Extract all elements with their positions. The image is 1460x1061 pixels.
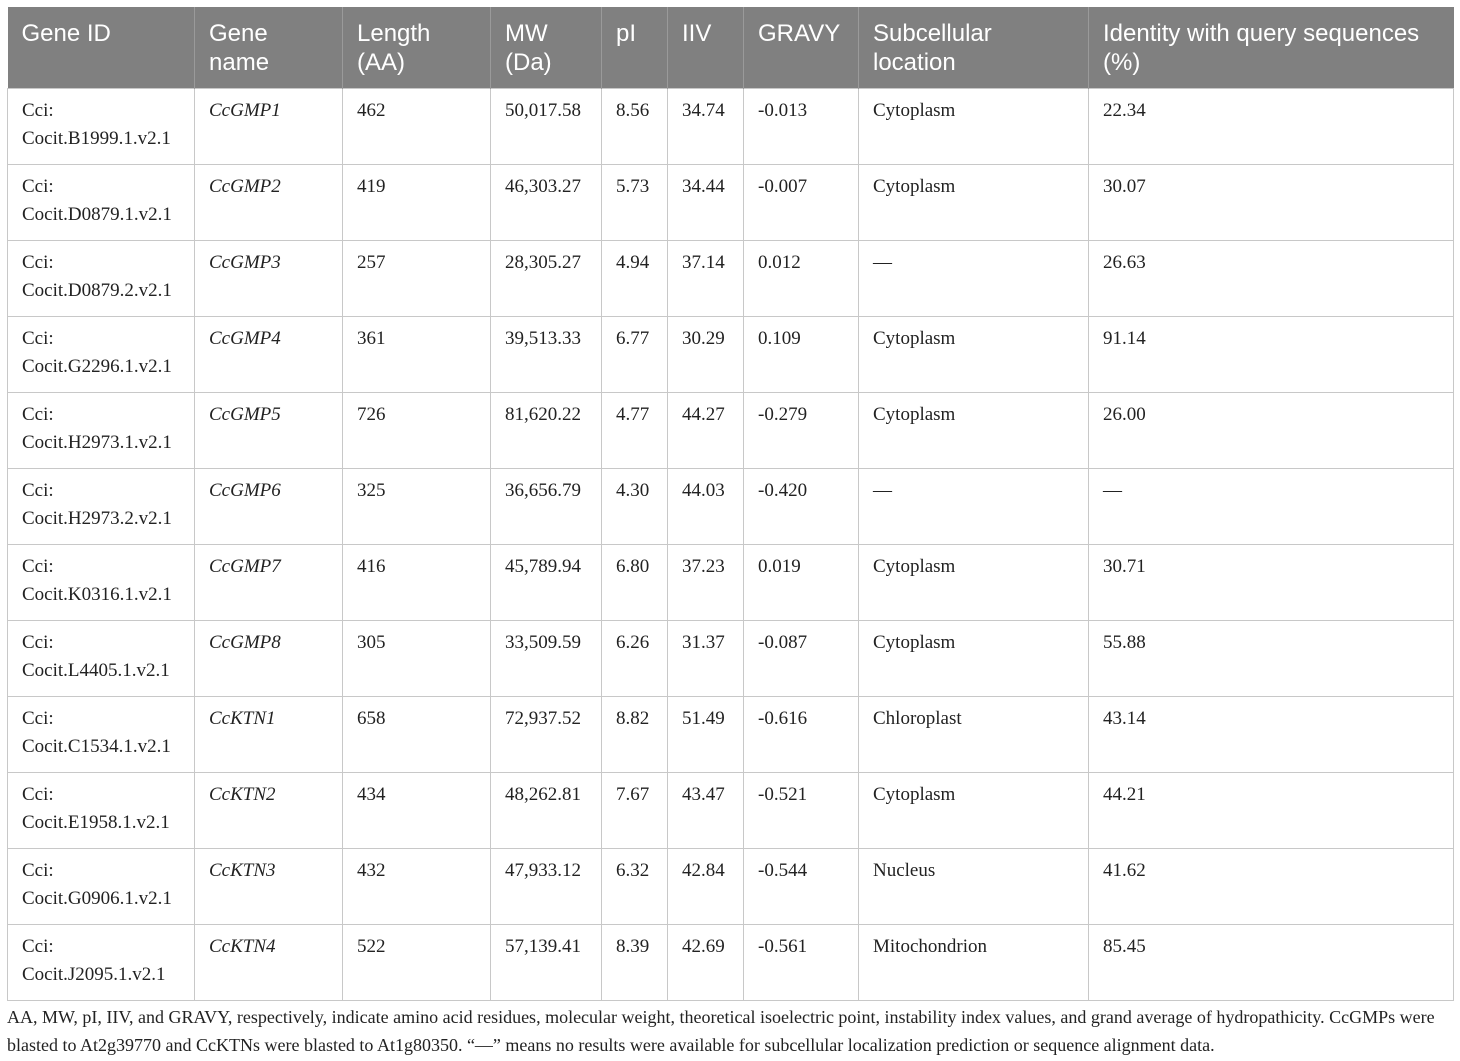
table-cell: Cytoplasm <box>859 165 1089 241</box>
table-cell: -0.007 <box>744 165 859 241</box>
table-cell: -0.420 <box>744 469 859 545</box>
table-cell: 48,262.81 <box>491 773 602 849</box>
table-cell: 34.44 <box>668 165 744 241</box>
table-cell: 726 <box>343 393 491 469</box>
table-cell: Cytoplasm <box>859 89 1089 165</box>
table-cell: 6.80 <box>602 545 668 621</box>
gene-name-cell: CcGMP5 <box>195 393 343 469</box>
table-cell: 8.82 <box>602 697 668 773</box>
gene-name-cell: CcGMP8 <box>195 621 343 697</box>
gene-name-cell: CcKTN2 <box>195 773 343 849</box>
table-cell: 6.77 <box>602 317 668 393</box>
table-cell: 30.07 <box>1089 165 1454 241</box>
table-cell: Cci: Cocit.C1534.1.v2.1 <box>8 697 195 773</box>
table-row <box>8 545 1454 621</box>
table-row <box>8 317 1454 393</box>
table-cell: Mitochondrion <box>859 925 1089 1001</box>
gene-name-cell: CcGMP4 <box>195 317 343 393</box>
table-cell: 44.27 <box>668 393 744 469</box>
table-cell: 22.34 <box>1089 89 1454 165</box>
table-body <box>8 89 1454 1001</box>
table-cell: 658 <box>343 697 491 773</box>
table-cell: Cci: Cocit.K0316.1.v2.1 <box>8 545 195 621</box>
table-cell: 50,017.58 <box>491 89 602 165</box>
table-cell: Cci: Cocit.L4405.1.v2.1 <box>8 621 195 697</box>
table-cell: 432 <box>343 849 491 925</box>
table-cell: 91.14 <box>1089 317 1454 393</box>
gene-properties-table <box>7 7 1454 1001</box>
table-cell: 44.03 <box>668 469 744 545</box>
table-cell: 47,933.12 <box>491 849 602 925</box>
column-header: Length (AA) <box>343 7 491 89</box>
table-cell: 55.88 <box>1089 621 1454 697</box>
table-cell: 257 <box>343 241 491 317</box>
table-cell: 34.74 <box>668 89 744 165</box>
column-header: GRAVY <box>744 7 859 89</box>
table-cell: 5.73 <box>602 165 668 241</box>
table-cell: Cytoplasm <box>859 317 1089 393</box>
table-cell: — <box>859 241 1089 317</box>
table-cell: -0.087 <box>744 621 859 697</box>
table-cell: 85.45 <box>1089 925 1454 1001</box>
table-cell: Cci: Cocit.E1958.1.v2.1 <box>8 773 195 849</box>
table-cell: — <box>1089 469 1454 545</box>
table-cell: 81,620.22 <box>491 393 602 469</box>
table-cell: Cytoplasm <box>859 621 1089 697</box>
table-cell: 31.37 <box>668 621 744 697</box>
table-cell: 42.69 <box>668 925 744 1001</box>
gene-name-cell: CcGMP7 <box>195 545 343 621</box>
column-header: Gene name <box>195 7 343 89</box>
gene-name-cell: CcKTN1 <box>195 697 343 773</box>
table-cell: -0.616 <box>744 697 859 773</box>
gene-name-cell: CcKTN3 <box>195 849 343 925</box>
table-cell: 39,513.33 <box>491 317 602 393</box>
table-cell: Cci: Cocit.G0906.1.v2.1 <box>8 849 195 925</box>
table-row <box>8 241 1454 317</box>
gene-name-cell: CcGMP1 <box>195 89 343 165</box>
table-cell: Cci: Cocit.H2973.2.v2.1 <box>8 469 195 545</box>
table-row <box>8 849 1454 925</box>
table-cell: 42.84 <box>668 849 744 925</box>
table-cell: -0.013 <box>744 89 859 165</box>
table-cell: 43.47 <box>668 773 744 849</box>
table-cell: 361 <box>343 317 491 393</box>
table-cell: 44.21 <box>1089 773 1454 849</box>
table-cell: 51.49 <box>668 697 744 773</box>
table-cell: 46,303.27 <box>491 165 602 241</box>
table-cell: Cci: Cocit.G2296.1.v2.1 <box>8 317 195 393</box>
table-cell: 26.00 <box>1089 393 1454 469</box>
table-cell: 8.56 <box>602 89 668 165</box>
table-container <box>7 7 1453 1001</box>
column-header: Gene ID <box>8 7 195 89</box>
table-row <box>8 165 1454 241</box>
table-cell: Chloroplast <box>859 697 1089 773</box>
table-cell: Cci: Cocit.D0879.2.v2.1 <box>8 241 195 317</box>
table-footnote: AA, MW, pI, IIV, and GRAVY, respectively, indicate amino acid residues, molecular weight, theoretical isoelectric point, instability index values, and grand average of hydropathicity. CcGMPs were blasted to At2g39770 and CcKTNs were blasted to At1g80350. “—” means no results were available for subcellular localization prediction or sequence alignment data. <box>7 1007 1435 1055</box>
table-cell: -0.544 <box>744 849 859 925</box>
table-cell: 45,789.94 <box>491 545 602 621</box>
table-cell: Nucleus <box>859 849 1089 925</box>
table-cell: 462 <box>343 89 491 165</box>
column-header: Identity with query sequences (%) <box>1089 7 1454 89</box>
column-header: pI <box>602 7 668 89</box>
table-cell: 325 <box>343 469 491 545</box>
table-row <box>8 621 1454 697</box>
table-cell: -0.279 <box>744 393 859 469</box>
table-row <box>8 697 1454 773</box>
table-cell: Cci: Cocit.B1999.1.v2.1 <box>8 89 195 165</box>
table-cell: 0.109 <box>744 317 859 393</box>
column-header: Subcellular location <box>859 7 1089 89</box>
gene-name-cell: CcGMP3 <box>195 241 343 317</box>
header-row <box>8 7 1454 89</box>
table-cell: 43.14 <box>1089 697 1454 773</box>
gene-name-cell: CcGMP6 <box>195 469 343 545</box>
table-cell: 72,937.52 <box>491 697 602 773</box>
table-cell: Cci: Cocit.D0879.1.v2.1 <box>8 165 195 241</box>
table-cell: -0.521 <box>744 773 859 849</box>
column-header: IIV <box>668 7 744 89</box>
table-cell: — <box>859 469 1089 545</box>
table-cell: 6.32 <box>602 849 668 925</box>
column-header: MW (Da) <box>491 7 602 89</box>
table-row <box>8 773 1454 849</box>
table-cell: Cytoplasm <box>859 393 1089 469</box>
table-cell: 4.30 <box>602 469 668 545</box>
table-cell: 7.67 <box>602 773 668 849</box>
table-cell: 4.94 <box>602 241 668 317</box>
table-cell: Cytoplasm <box>859 545 1089 621</box>
table-cell: 36,656.79 <box>491 469 602 545</box>
table-cell: Cci: Cocit.H2973.1.v2.1 <box>8 393 195 469</box>
table-cell: -0.561 <box>744 925 859 1001</box>
table-row <box>8 89 1454 165</box>
table-cell: Cci: Cocit.J2095.1.v2.1 <box>8 925 195 1001</box>
table-cell: 419 <box>343 165 491 241</box>
table-cell: 37.23 <box>668 545 744 621</box>
table-cell: Cytoplasm <box>859 773 1089 849</box>
table-cell: 6.26 <box>602 621 668 697</box>
table-cell: 522 <box>343 925 491 1001</box>
table-cell: 33,509.59 <box>491 621 602 697</box>
table-cell: 4.77 <box>602 393 668 469</box>
table-cell: 28,305.27 <box>491 241 602 317</box>
table-cell: 0.012 <box>744 241 859 317</box>
table-cell: 434 <box>343 773 491 849</box>
table-row <box>8 925 1454 1001</box>
table-row <box>8 393 1454 469</box>
table-cell: 57,139.41 <box>491 925 602 1001</box>
table-cell: 26.63 <box>1089 241 1454 317</box>
gene-name-cell: CcGMP2 <box>195 165 343 241</box>
table-cell: 30.71 <box>1089 545 1454 621</box>
table-cell: 37.14 <box>668 241 744 317</box>
table-cell: 0.019 <box>744 545 859 621</box>
table-row <box>8 469 1454 545</box>
table-cell: 30.29 <box>668 317 744 393</box>
table-cell: 305 <box>343 621 491 697</box>
table-cell: 416 <box>343 545 491 621</box>
gene-name-cell: CcKTN4 <box>195 925 343 1001</box>
table-cell: 41.62 <box>1089 849 1454 925</box>
table-cell: 8.39 <box>602 925 668 1001</box>
